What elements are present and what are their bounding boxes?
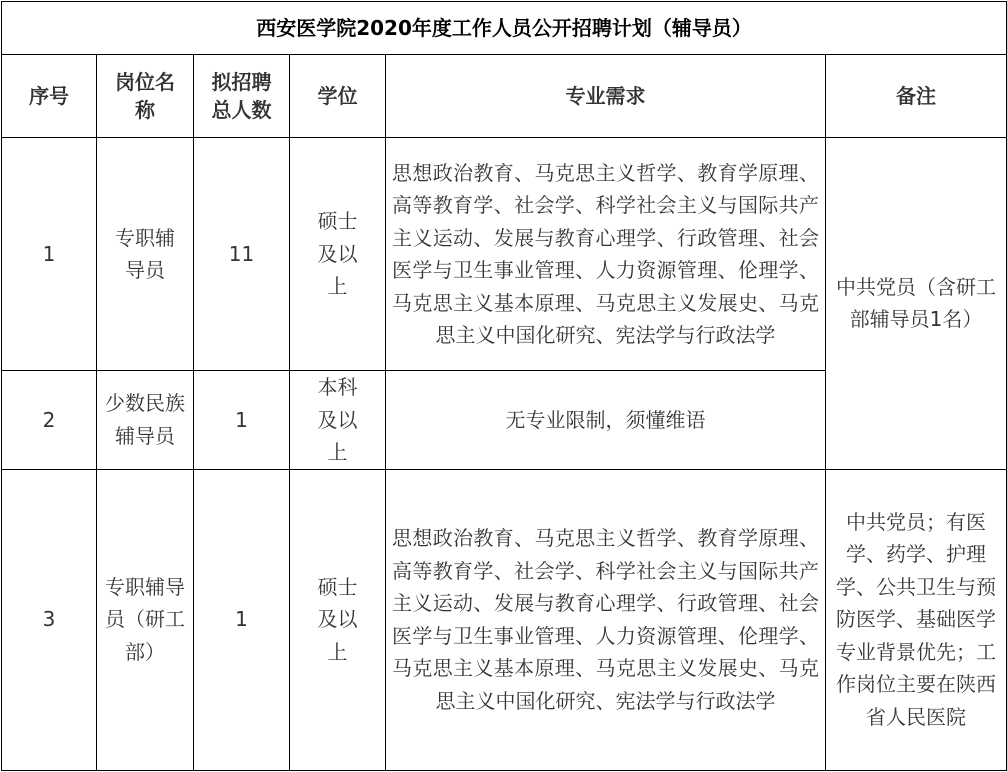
header-count: 拟招聘总人数 (194, 55, 290, 138)
header-seq: 序号 (2, 55, 97, 138)
recruitment-table (1, 1, 1007, 771)
cell-major: 思想政治教育、马克思主义哲学、教育学原理、高等教育学、社会学、科学社会主义与国际共产主义运动、发展与教育心理学、行政管理、社会医学与卫生事业管理、人力资源管理、伦理学、马克思主义基本原理、马克思主义发展史、马克思主义中国化研究、宪法学与行政法学 (386, 138, 826, 371)
cell-seq: 3 (2, 469, 97, 770)
cell-note-shared: 中共党员（含研工部辅导员1名） (826, 138, 1007, 470)
cell-note: 中共党员；有医学、药学、护理学、公共卫生与预防医学、基础医学专业背景优先；工作岗位主要在陕西省人民医院 (826, 469, 1007, 770)
cell-position: 专职辅导员 (97, 138, 194, 371)
header-row (2, 55, 1007, 138)
cell-major: 无专业限制，须懂维语 (386, 371, 826, 470)
header-position: 岗位名称 (97, 55, 194, 138)
cell-degree: 硕士及以上 (290, 469, 386, 770)
table-row (2, 138, 1007, 371)
cell-count: 11 (194, 138, 290, 371)
cell-seq: 2 (2, 371, 97, 470)
header-major: 专业需求 (386, 55, 826, 138)
cell-count: 1 (194, 469, 290, 770)
cell-seq: 1 (2, 138, 97, 371)
header-degree: 学位 (290, 55, 386, 138)
cell-major: 思想政治教育、马克思主义哲学、教育学原理、高等教育学、社会学、科学社会主义与国际共产主义运动、发展与教育心理学、行政管理、社会医学与卫生事业管理、人力资源管理、伦理学、马克思主义基本原理、马克思主义发展史、马克思主义中国化研究、宪法学与行政法学 (386, 469, 826, 770)
table-row (2, 469, 1007, 770)
table-title: 西安医学院2020年度工作人员公开招聘计划（辅导员） (2, 2, 1007, 55)
cell-position: 少数民族辅导员 (97, 371, 194, 470)
cell-position: 专职辅导员（研工部） (97, 469, 194, 770)
cell-degree: 本科及以上 (290, 371, 386, 470)
title-row (2, 2, 1007, 55)
cell-count: 1 (194, 371, 290, 470)
header-note: 备注 (826, 55, 1007, 138)
cell-degree: 硕士及以上 (290, 138, 386, 371)
